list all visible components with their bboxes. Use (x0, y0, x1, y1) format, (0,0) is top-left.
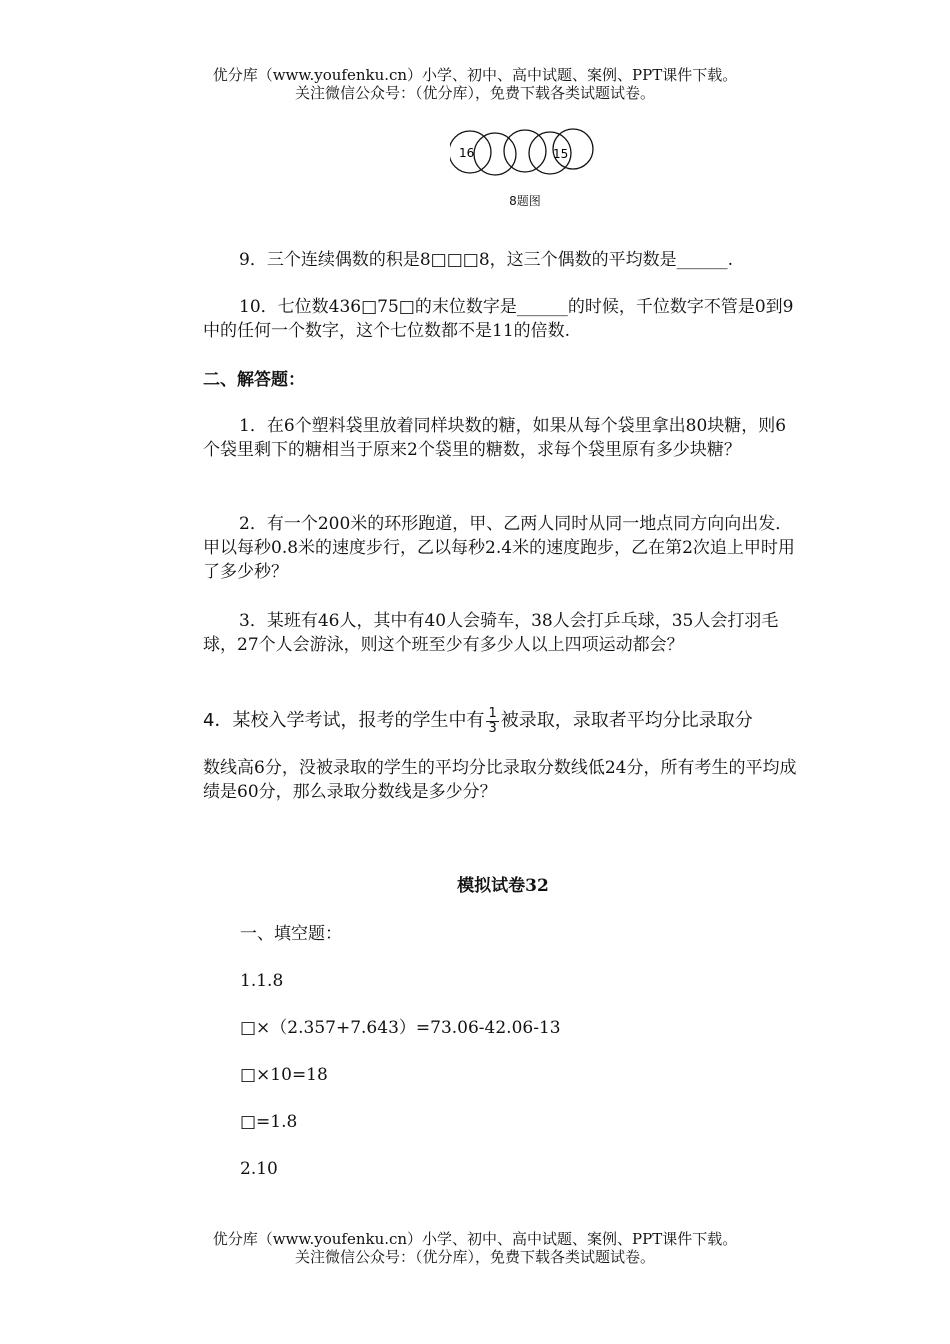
ring-label-16: 16 (459, 146, 475, 160)
page-footer (0, 1230, 950, 1266)
question-9: 9．三个连续偶数的积是8□□□8，这三个偶数的平均数是______. (239, 250, 734, 270)
section-1-title: 一、填空题： (240, 924, 342, 944)
q4-text-part2: 被录取，录取者平均分比录取分 (500, 710, 753, 731)
footer-line-2: 关注微信公众号：（优分库），免费下载各类试题试卷。 (294, 1248, 655, 1266)
q4-text-part1: 4．某校入学考试，报考的学生中有 (203, 710, 485, 731)
answer-question-3: 3．某班有46人，其中有40人会骑车，38人会打乒乓球，35人会打羽毛球，27个人会游泳，则这个班至少有多少人以上四项运动都会？ (203, 611, 779, 655)
ring-2 (474, 133, 516, 175)
answer-question-2: 2．有一个200米的环形跑道，甲、乙两人同时从同一地点同方向向出发．甲以每秒0.8米的速度步行，乙以每秒2.4米的速度跑步，乙在第2次追上甲时用了多少秒？ (203, 514, 795, 582)
answer-question-4-rest: 数线高6分，没被录取的学生的平均分比录取分数线低24分，所有考生的平均成绩是60分，那么录取分数线是多少分？ (203, 758, 797, 802)
answer-question-1: 1．在6个塑料袋里放着同样块数的糖，如果从每个袋里拿出80块糖，则6个袋里剩下的糖相当于原来2个袋里的糖数，求每个袋里原有多少块糖？ (203, 416, 787, 460)
answer-line-2: □×（2.357+7.643）=73.06-42.06-13 (240, 1018, 561, 1038)
header-line-1: 优分库（www.youfenku.cn）小学、初中、高中试题、案例、PPT课件下载。 (212, 66, 738, 84)
rings-figure (450, 126, 600, 184)
header-line-2: 关注微信公众号：（优分库），免费下载各类试题试卷。 (294, 84, 655, 102)
figure-caption: 8题图 (509, 194, 541, 208)
fraction-numerator: 1 (488, 705, 497, 721)
answer-question-4-line1 (203, 706, 753, 736)
ring-3 (504, 130, 546, 172)
footer-line-1: 优分库（www.youfenku.cn）小学、初中、高中试题、案例、PPT课件下载。 (212, 1230, 738, 1248)
answer-line-3: □×10=18 (240, 1065, 328, 1085)
answer-line-4: □=1.8 (240, 1112, 298, 1132)
question-10: 10．七位数436□75□的末位数字是______的时候，千位数字不管是0到9中的任何一个数字，这个七位数都不是11的倍数. (203, 297, 794, 341)
answer-line-1: 1.1.8 (240, 971, 284, 991)
exam-title: 模拟试卷32 (457, 876, 549, 896)
fraction-one-third (486, 707, 498, 736)
fraction-denominator: 3 (488, 720, 497, 736)
page-header (0, 66, 950, 102)
answer-line-5: 2.10 (240, 1159, 278, 1179)
section-2-title: 二、解答题： (203, 370, 305, 390)
ring-label-15: 15 (553, 147, 569, 161)
